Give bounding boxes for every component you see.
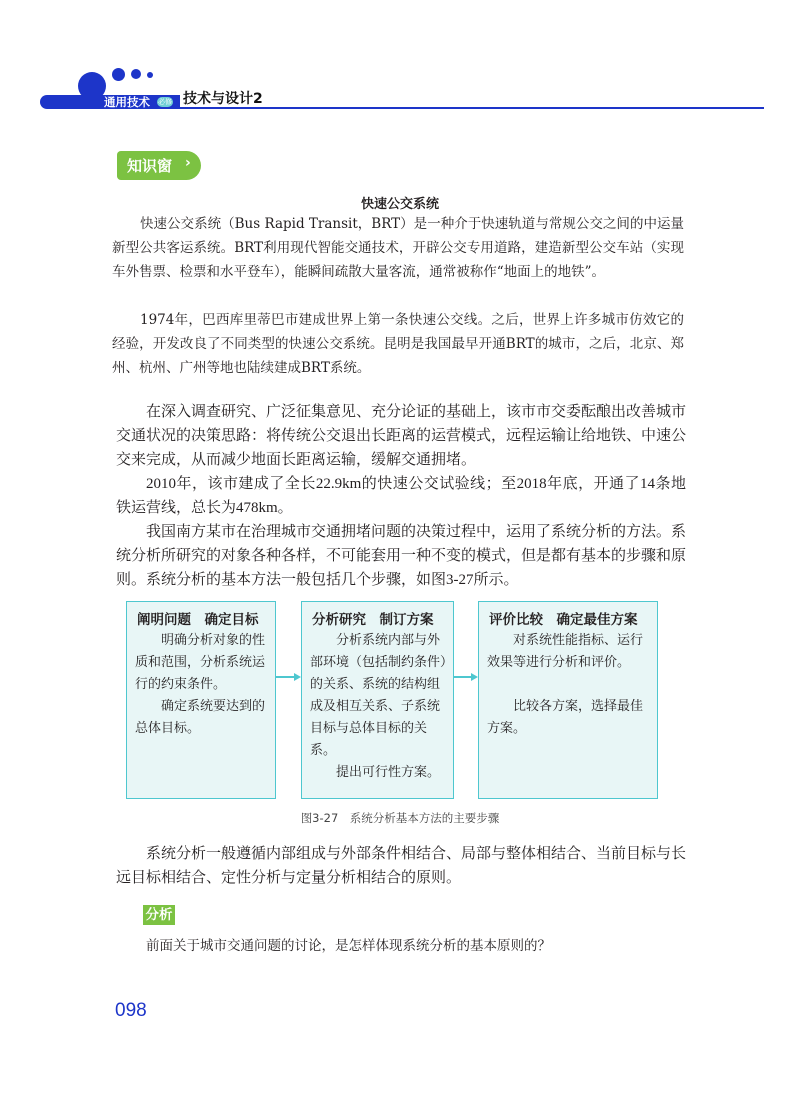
step-box-analysis: [301, 601, 454, 799]
step-title: 评价比较 确定最佳方案: [489, 612, 638, 628]
step-text: 明确分析对象的性质和范围，分析系统运行的约束条件。: [135, 633, 266, 692]
analysis-question: 前面关于城市交通问题的讨论，是怎样体现系统分析的基本原则的？: [146, 938, 551, 954]
knowledge-window-label: 知识窗: [127, 157, 173, 175]
step-text: 对系统性能指标、运行效果等进行分析和评价。: [487, 633, 644, 670]
body-paragraph: 2010年，该市建成了全长22.9km的快速公交试验线；至2018年底，开通了14条地铁运营线，总长为478km。: [116, 476, 686, 516]
header-dot-small: [131, 69, 141, 79]
step-title: 阐明问题 确定目标: [137, 612, 259, 628]
required-badge: 必修: [158, 98, 172, 106]
body-paragraph: 系统分析一般遵循内部组成与外部条件相结合、局部与整体相结合、当前目标与长远目标相结合、定性分析与定量分析相结合的原则。: [116, 846, 687, 886]
analysis-tag: 分析: [143, 905, 175, 925]
figure-caption: 图3-27 系统分析基本方法的主要步骤: [300, 811, 500, 825]
knowledge-window-title: 快速公交系统: [360, 197, 439, 212]
arrow-connector: [276, 676, 296, 678]
page-number: 098: [115, 1000, 147, 1021]
step-title: 分析研究 制订方案: [312, 612, 434, 628]
step-text: 确定系统要达到的总体目标。: [135, 699, 266, 736]
course-name: 通用技术: [104, 95, 150, 109]
knowledge-window-tag: [117, 151, 201, 180]
chevron-right-icon: ›: [185, 155, 191, 171]
book-title: 技术与设计2: [183, 91, 263, 107]
header-dot-medium: [112, 68, 125, 81]
arrow-connector: [454, 676, 472, 678]
step-text: 提出可行性方案。: [336, 765, 441, 780]
body-paragraph: 在深入调查研究、广泛征集意见、充分论证的基础上，该市市交委酝酿出改善城市交通状况的决策思路：将传统公交退出长距离的运营模式，远程运输让给地铁、中速公交来完成，从而减少地面长距离运输，缓解交通拥堵。: [116, 404, 687, 468]
knowledge-paragraph: 1974年，巴西库里蒂巴市建成世界上第一条快速公交线。之后，世界上许多城市仿效它的经验，开发改良了不同类型的快速公交系统。昆明是我国最早开通BRT的城市，之后，北京、郑州、杭州、广州等地也陆续建成BRT系统。: [112, 312, 684, 376]
step-text: 比较各方案，选择最佳方案。: [487, 699, 644, 736]
arrow-right-icon: [471, 673, 478, 681]
step-box-define-problem: [126, 601, 276, 799]
header-dot-tiny: [147, 72, 153, 78]
body-paragraph: 我国南方某市在治理城市交通拥堵问题的决策过程中，运用了系统分析的方法。系统分析所研究的对象各种各样，不可能套用一种不变的模式，但是都有基本的步骤和原则。系统分析的基本方法一般包括几个步骤，如图3-27所示。: [116, 524, 687, 588]
step-text: 分析系统内部与外部环境（包括制约条件）的关系、系统的结构组成及相互关系、子系统目标与总体目标的关系。: [310, 633, 447, 758]
knowledge-paragraph: 快速公交系统（Bus Rapid Transit，BRT）是一种介于快速轨道与常规公交之间的中运量新型公共客运系统。BRT利用现代智能交通技术，开辟公交专用道路，建造新型公交车站（实现车外售票、检票和水平登车），能瞬间疏散大量客流，通常被称作“地面上的地铁”。: [112, 216, 684, 280]
arrow-right-icon: [294, 673, 301, 681]
step-box-evaluate: [478, 601, 658, 799]
